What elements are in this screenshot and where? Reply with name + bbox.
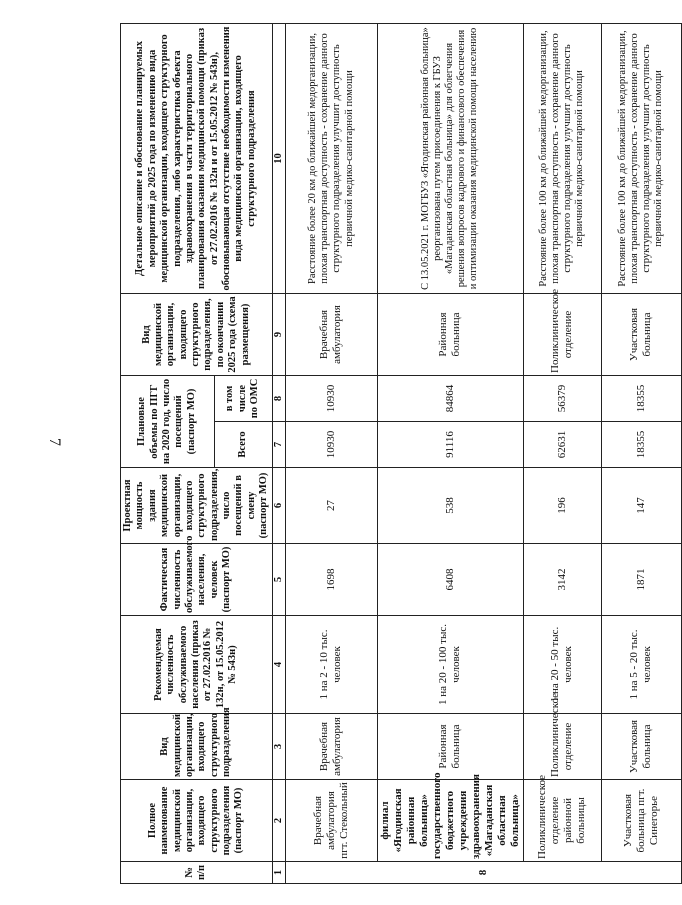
- facility-type: Районная больница: [377, 714, 523, 780]
- justification: Расстояние более 100 км до ближайшей медорганизации, плохая транспортная доступность - сохранение данного структурного подразделения улучшит доступность первичной медико-санитарной помощи: [601, 24, 681, 294]
- ptg-total: 10930: [285, 422, 377, 468]
- facility-name: Врачебная амбулатория пгт. Стекольный: [285, 780, 377, 862]
- facility-type: Участковая больница: [601, 714, 681, 780]
- table-row: [377, 24, 523, 884]
- header-recommended: Рекомендуемая численность обслуживаемого населения (приказ от 27.02.2016 № 132н, от 15.05.2012 № 543н): [121, 616, 273, 714]
- rotated-page-content: [120, 24, 665, 884]
- facility-type-2025: Районная больница: [377, 294, 523, 376]
- recommended-population: 1 на 20 - 50 тыс. человек: [523, 616, 601, 714]
- actual-population: 1698: [285, 544, 377, 616]
- ptg-oms: 18355: [601, 376, 681, 422]
- facility-name: Поликлиническое отделение районной больницы: [523, 780, 601, 862]
- page-number: 7: [46, 438, 63, 446]
- col-number: 10: [272, 24, 285, 294]
- table-row: [523, 24, 601, 884]
- col-number: 8: [272, 376, 285, 422]
- actual-population: 3142: [523, 544, 601, 616]
- ptg-total: 91116: [377, 422, 523, 468]
- facility-type: Поликлиническое отделение: [523, 714, 601, 780]
- recommended-population: 1 на 20 - 100 тыс. человек: [377, 616, 523, 714]
- header-row: [121, 24, 215, 884]
- healthcare-facilities-table: [120, 23, 682, 884]
- group-number: 8: [285, 862, 681, 884]
- col-number: 2: [272, 780, 285, 862]
- actual-population: 1871: [601, 544, 681, 616]
- header-ptg-oms: в том числе по ОМС: [214, 376, 272, 422]
- design-capacity: 147: [601, 468, 681, 544]
- facility-type-2025: Врачебная амбулатория: [285, 294, 377, 376]
- col-number: 1: [272, 862, 285, 884]
- facility-name: филиал «Ягодинская районная больница» государственного бюджетного учреждения здравоохранения «Магаданская областная больница»: [377, 780, 523, 862]
- design-capacity: 538: [377, 468, 523, 544]
- col-number: 9: [272, 294, 285, 376]
- justification: С 13.05.2021 г. МОГБУЗ «Ягодинская районная больница» реорганизована путем присоединения к ГБУЗ «Магаданская областная больница» для облегчения решения вопросов кадрового и финансового обеспечения и оптимизации оказания медицинской помощи населению: [377, 24, 523, 294]
- ptg-oms: 56379: [523, 376, 601, 422]
- header-ptg-total: Всего: [214, 422, 272, 468]
- col-number: 3: [272, 714, 285, 780]
- design-capacity: 27: [285, 468, 377, 544]
- actual-population: 6408: [377, 544, 523, 616]
- header-name: Полное наименование медицинской организации, входящего структурного подразделения (паспорт МО): [121, 780, 273, 862]
- facility-type-2025: Поликлиническое отделение: [523, 294, 601, 376]
- header-type: Вид медицинской организации, входящего структурного подразделения: [121, 714, 273, 780]
- ptg-oms: 84864: [377, 376, 523, 422]
- ptg-total: 18355: [601, 422, 681, 468]
- facility-name: Участковая больница пгт. Синегорье: [601, 780, 681, 862]
- col-number: 5: [272, 544, 285, 616]
- ptg-oms: 10930: [285, 376, 377, 422]
- header-num: № п/п: [121, 862, 273, 884]
- justification: Расстояние более 100 км до ближайшей медорганизации, плохая транспортная доступность - сохранение данного структурного подразделения улучшит доступность первичной медико-санитарной помощи: [523, 24, 601, 294]
- header-type-2025: Вид медицинской организации, входящего структурного подразделения, по окончании 2025 года (схема размещения): [121, 294, 273, 376]
- table-row: [601, 24, 681, 884]
- facility-type-2025: Участковая больница: [601, 294, 681, 376]
- col-number: 4: [272, 616, 285, 714]
- column-numbers-row: [272, 24, 285, 884]
- header-ptg-group: Плановые объемы по ПГГ на 2020 год, число посещений (паспорт МО): [121, 376, 215, 468]
- col-number: 7: [272, 422, 285, 468]
- recommended-population: 1 на 5 - 20 тыс. человек: [601, 616, 681, 714]
- design-capacity: 196: [523, 468, 601, 544]
- justification: Расстояние более 20 км до ближайшей медорганизации, плохая транспортная доступность - сохранение данного структурного подразделения улучшит доступность первичной медико-санитарной помощи: [285, 24, 377, 294]
- col-number: 6: [272, 468, 285, 544]
- recommended-population: 1 на 2 - 10 тыс. человек: [285, 616, 377, 714]
- facility-type: Врачебная амбулатория: [285, 714, 377, 780]
- header-actual: Фактическая численность обслуживаемого населения, человек (паспорт МО): [121, 544, 273, 616]
- header-capacity: Проектная мощность здания медицинской организации, входящего структурного подразделения, число посещений в смену (паспорт МО): [121, 468, 273, 544]
- table-row: [285, 24, 377, 884]
- ptg-total: 62631: [523, 422, 601, 468]
- header-details: Детальное описание и обоснование планируемых мероприятий до 2025 года по изменению вида медицинской организации, входящего структурного подразделения, либо характеристика объекта здравоохранения в части территориального планирования оказания медицинской помощи (приказ от 27.02.2016 № 132н и от 15.05.2012 № 543н), обосновывающая отсутствие необходимости изменения вида медицинской организации, входящего структурного подразделения: [121, 24, 273, 294]
